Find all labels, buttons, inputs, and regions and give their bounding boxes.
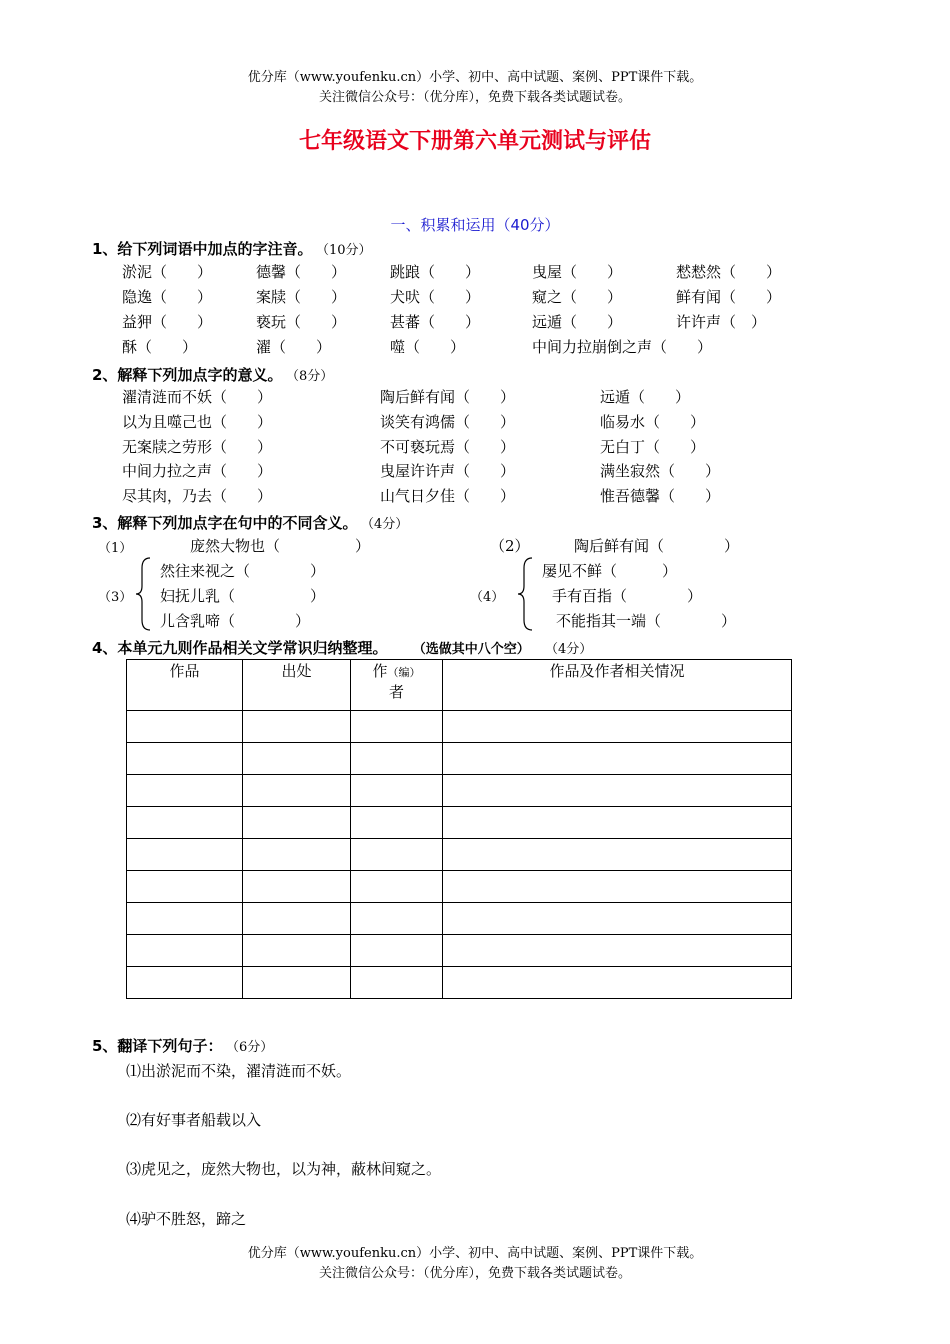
- table-cell[interactable]: [351, 807, 443, 839]
- table-row: [127, 967, 792, 999]
- q3-points: （4分）: [367, 517, 409, 532]
- q1-item: 窥之（ ）: [532, 288, 623, 306]
- q5-item-3: ⑶虎见之，庞然大物也，以为神，蔽林间窥之。: [126, 1160, 442, 1178]
- table-cell[interactable]: [127, 967, 243, 999]
- q3-item-3b: 妇抚儿乳（ ）: [160, 587, 326, 605]
- q1-item: 跳踉（ ）: [390, 263, 481, 281]
- q2-item: 惟吾德馨（ ）: [600, 487, 721, 505]
- literature-table: [126, 659, 792, 999]
- q2-item: 山气日夕佳（ ）: [380, 487, 516, 505]
- table-cell[interactable]: [351, 839, 443, 871]
- q1-item: 案牍（ ）: [256, 288, 347, 306]
- table-cell[interactable]: [243, 967, 351, 999]
- q3-heading: [92, 512, 408, 533]
- table-cell[interactable]: [127, 711, 243, 743]
- table-cell[interactable]: [127, 743, 243, 775]
- table-cell[interactable]: [127, 839, 243, 871]
- q2-item: 远遁（ ）: [600, 388, 691, 406]
- q1-item: 濯（ ）: [256, 338, 332, 356]
- q2-item: 尽其肉，乃去（ ）: [122, 487, 273, 505]
- q1-points: （10分）: [322, 243, 372, 258]
- table-header-row: [127, 660, 792, 711]
- q3-title: 3、解释下列加点字在句中的不同含义。: [92, 514, 358, 532]
- q2-item: 以为且噬己也（ ）: [122, 413, 273, 431]
- table-cell[interactable]: [351, 711, 443, 743]
- table-cell[interactable]: [443, 903, 792, 935]
- table-cell[interactable]: [243, 743, 351, 775]
- q4-points: （4分）: [544, 642, 593, 657]
- q1-item: 许许声（ ）: [676, 313, 767, 331]
- header-line-2: 关注微信公众号：（优分库），免费下载各类试题试卷。: [318, 90, 631, 105]
- table-row: [127, 903, 792, 935]
- table-cell[interactable]: [127, 903, 243, 935]
- q3-brace-4: [516, 556, 536, 632]
- q5-heading: [92, 1035, 273, 1056]
- table-cell[interactable]: [351, 967, 443, 999]
- table-cell[interactable]: [127, 807, 243, 839]
- table-row: [127, 807, 792, 839]
- q5-item-1: ⑴出淤泥而不染，濯清涟而不妖。: [126, 1062, 352, 1080]
- table-cell[interactable]: [351, 743, 443, 775]
- table-cell[interactable]: [443, 711, 792, 743]
- q5-item-2: ⑵有好事者船载以入: [126, 1111, 262, 1129]
- q3-item-3c: 儿含乳啼（ ）: [160, 612, 311, 630]
- table-cell[interactable]: [443, 967, 792, 999]
- q3-item-3a: 然往来视之（ ）: [160, 562, 326, 580]
- q1-item: 中间力拉崩倒之声（ ）: [532, 338, 713, 356]
- table-cell[interactable]: [243, 903, 351, 935]
- col-work: 作品: [127, 660, 243, 711]
- q3-num-3: （3）: [98, 590, 133, 605]
- q1-item: 慭慭然（ ）: [676, 263, 782, 281]
- table-cell[interactable]: [443, 935, 792, 967]
- col-author: 作（编） 者: [351, 660, 443, 711]
- q1-item: 曳屋（ ）: [532, 263, 623, 281]
- table-row: [127, 743, 792, 775]
- table-cell[interactable]: [243, 775, 351, 807]
- q2-item: 临易水（ ）: [600, 413, 706, 431]
- q2-item: 曳屋许许声（ ）: [380, 462, 516, 480]
- table-row: [127, 839, 792, 871]
- footer-line-1: 优分库（www.youfenku.cn）小学、初中、高中试题、案例、PPT课件下载。: [247, 1246, 703, 1261]
- q1-item: 远遁（ ）: [532, 313, 623, 331]
- q5-title: 5、翻译下列句子：: [92, 1037, 223, 1055]
- q3-item-4a: 屡见不鲜（ ）: [542, 562, 678, 580]
- table-cell[interactable]: [443, 775, 792, 807]
- table-cell[interactable]: [243, 871, 351, 903]
- table-cell[interactable]: [351, 871, 443, 903]
- q1-item: 犬吠（ ）: [390, 288, 481, 306]
- footer-line-2: 关注微信公众号：（优分库），免费下载各类试题试卷。: [318, 1266, 631, 1281]
- table-cell[interactable]: [127, 935, 243, 967]
- table-cell[interactable]: [443, 743, 792, 775]
- q1-item: 淤泥（ ）: [122, 263, 213, 281]
- section-heading: 一、积累和运用（40分）: [390, 216, 560, 234]
- q3-item-1: 庞然大物也（ ）: [190, 537, 371, 555]
- q1-item: 亵玩（ ）: [256, 313, 347, 331]
- table-row: [127, 871, 792, 903]
- q1-item: 隐逸（ ）: [122, 288, 213, 306]
- q2-item: 谈笑有鸿儒（ ）: [380, 413, 516, 431]
- table-cell[interactable]: [127, 775, 243, 807]
- q2-item: 无白丁（ ）: [600, 438, 706, 456]
- q5-points: （6分）: [232, 1040, 274, 1055]
- table-cell[interactable]: [243, 839, 351, 871]
- q3-item-4c: 不能指其一端（ ）: [556, 612, 737, 630]
- header-line-1: 优分库（www.youfenku.cn）小学、初中、高中试题、案例、PPT课件下载。: [247, 70, 703, 85]
- q4-heading: [92, 637, 592, 658]
- q2-item: 中间力拉之声（ ）: [122, 462, 273, 480]
- q4-note: （选做其中八个空）: [412, 642, 530, 657]
- q2-heading: [92, 364, 333, 385]
- q3-brace-3: [134, 556, 154, 632]
- q2-item: 不可亵玩焉（ ）: [380, 438, 516, 456]
- q2-points: （8分）: [292, 369, 334, 384]
- q3-num-4: （4）: [470, 590, 505, 605]
- table-cell[interactable]: [351, 903, 443, 935]
- q1-item: 鲜有闻（ ）: [676, 288, 782, 306]
- table-cell[interactable]: [243, 807, 351, 839]
- col-source: 出处: [243, 660, 351, 711]
- q1-item: 甚蕃（ ）: [390, 313, 481, 331]
- table-row: [127, 711, 792, 743]
- q3-item-4b: 手有百指（ ）: [552, 587, 703, 605]
- table-cell[interactable]: [443, 807, 792, 839]
- table-cell[interactable]: [127, 871, 243, 903]
- q1-title: 1、给下列词语中加点的字注音。: [92, 240, 313, 258]
- q1-item: 益狎（ ）: [122, 313, 213, 331]
- q4-title: 4、本单元九则作品相关文学常识归纳整理。: [92, 639, 388, 657]
- q3-num-2: （2）: [490, 537, 530, 555]
- q2-item: 无案牍之劳形（ ）: [122, 438, 273, 456]
- q1-heading: [92, 238, 372, 259]
- table-row: [127, 935, 792, 967]
- q1-item: 德馨（ ）: [256, 263, 347, 281]
- q5-item-4: ⑷驴不胜怒，蹄之: [126, 1210, 247, 1228]
- table-row: [127, 775, 792, 807]
- col-info: 作品及作者相关情况: [443, 660, 792, 711]
- table-cell[interactable]: [243, 935, 351, 967]
- table-cell[interactable]: [243, 711, 351, 743]
- table-cell[interactable]: [443, 871, 792, 903]
- q3-num-1: （1）: [98, 541, 133, 556]
- q2-title: 2、解释下列加点字的意义。: [92, 366, 283, 384]
- q1-item: 噬（ ）: [390, 338, 466, 356]
- table-cell[interactable]: [351, 935, 443, 967]
- q2-item: 濯清涟而不妖（ ）: [122, 388, 273, 406]
- q2-item: 满坐寂然（ ）: [600, 462, 721, 480]
- table-cell[interactable]: [443, 839, 792, 871]
- q1-item: 酥（ ）: [122, 338, 198, 356]
- table-cell[interactable]: [351, 775, 443, 807]
- page-title: 七年级语文下册第六单元测试与评估: [298, 129, 651, 154]
- q3-item-2: 陶后鲜有闻（ ）: [574, 537, 740, 555]
- q2-item: 陶后鲜有闻（ ）: [380, 388, 516, 406]
